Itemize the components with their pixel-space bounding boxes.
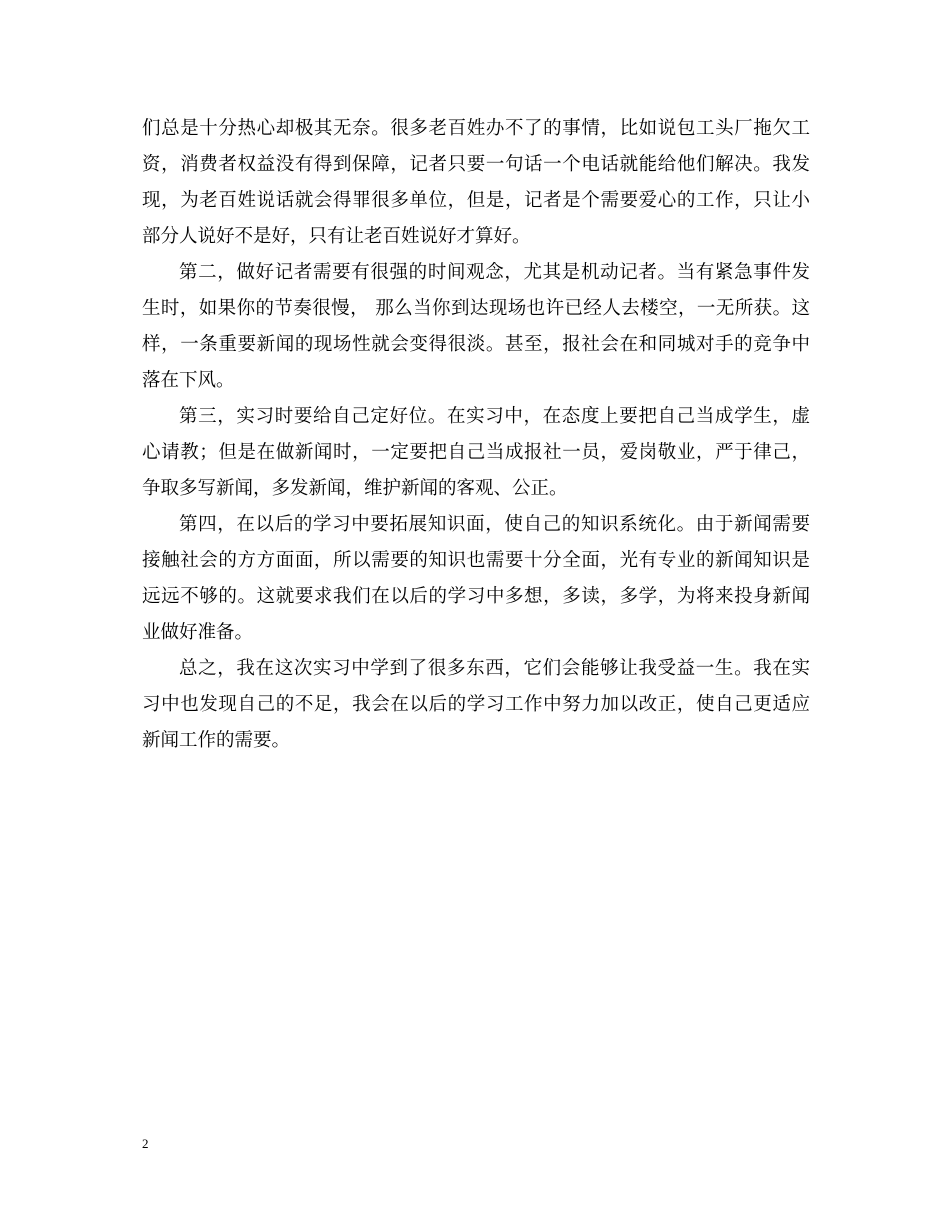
page-number: 2	[142, 1136, 149, 1151]
text-line: 第二，做好记者需要有很强的时间观念，尤其是机动记者。当有紧急事件发	[179, 262, 810, 283]
paragraph-second-point	[142, 255, 810, 399]
text-line: 资，消费者权益没有得到保障，记者只要一句话一个电话就能给他们解决。我发	[142, 154, 810, 175]
text-line: 现，为老百姓说话就会得罪很多单位，但是，记者是个需要爱心的工作，只让小	[142, 190, 810, 211]
text-line: 争取多写新闻，多发新闻，维护新闻的客观、公正。	[142, 478, 568, 499]
text-line: 业做好准备。	[142, 622, 254, 643]
text-line: 总之，我在这次实习中学到了很多东西，它们会能够让我受益一生。我在实	[179, 658, 810, 679]
text-line: 接触社会的方方面面，所以需要的知识也需要十分全面，光有专业的新闻知识是	[142, 550, 810, 571]
text-line: 样，一条重要新闻的现场性就会变得很淡。甚至，报社会在和同城对手的竞争中	[142, 334, 810, 355]
paragraph-conclusion	[142, 651, 810, 759]
text-line: 新闻工作的需要。	[142, 730, 291, 751]
text-line: 生时，如果你的节奏很慢， 那么当你到达现场也许已经人去楼空，一无所获。这	[142, 298, 810, 319]
text-line: 落在下风。	[142, 370, 235, 391]
document-body	[142, 111, 810, 759]
paragraph-continued	[142, 111, 810, 255]
paragraph-fourth-point	[142, 507, 810, 651]
text-line: 心请教；但是在做新闻时，一定要把自己当成报社一员，爱岗敬业，严于律己，	[142, 442, 810, 463]
paragraph-third-point	[142, 399, 810, 507]
text-line: 第三，实习时要给自己定好位。在实习中，在态度上要把自己当成学生，虚	[179, 406, 810, 427]
text-line: 们总是十分热心却极其无奈。很多老百姓办不了的事情，比如说包工头厂拖欠工	[142, 118, 810, 139]
text-line: 部分人说好不是好，只有让老百姓说好才算好。	[142, 226, 531, 247]
text-line: 远远不够的。这就要求我们在以后的学习中多想，多读，多学，为将来投身新闻	[142, 586, 810, 607]
text-line: 第四，在以后的学习中要拓展知识面，使自己的知识系统化。由于新闻需要	[179, 514, 810, 535]
text-line: 习中也发现自己的不足，我会在以后的学习工作中努力加以改正，使自己更适应	[142, 694, 810, 715]
